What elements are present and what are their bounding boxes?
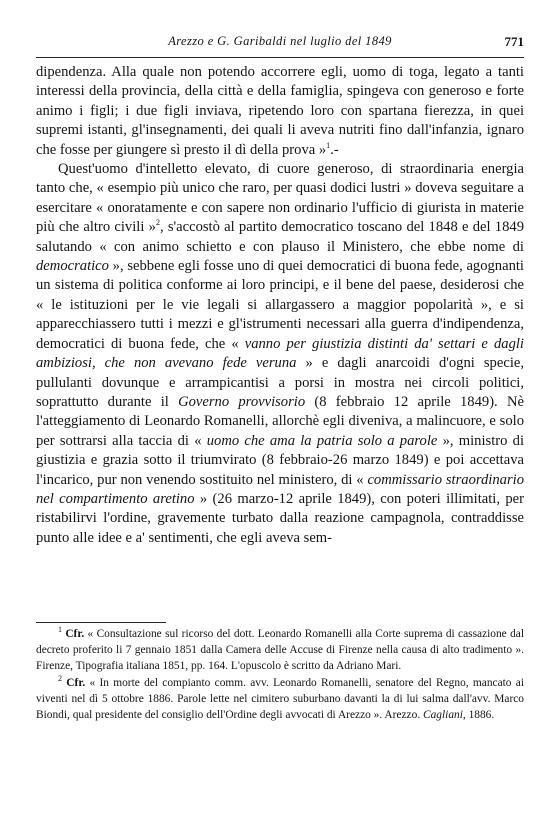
footnote-rule [36,622,166,623]
footnote-ref: 1 [326,140,331,150]
paragraph-text: », ministro di giustizia e grazia sotto il triumvirato (8 febbraio-26 marzo 1849) e poi accettava l'incarico, pur non venendo sostituito nel ministero, di « [36,432,524,488]
quoted-emphasis: commissario straordinario nel compartimento aretino [36,471,524,507]
emphasis: democratico [36,258,109,275]
main-text [36,63,524,548]
paragraph-text: » (26 marzo-12 aprile 1849), con poteri illimitati, per ristabilirvi l'ordine, gravemente turbato dalla reazione campagnola, contraddisse punto alle idee e a' sentimenti, che egli aveva sem- [36,490,524,546]
footnote-text: , 1886. [462,709,495,722]
page-number: 771 [504,34,524,49]
paragraph-text: Quest'uomo d'intelletto elevato, di cuore generoso, di straordinaria energia tanto che, « esempio più unico che raro, per quasi dodici lustri » doveva seguitare a esercitare « onoratamente e con sapere non ordinario l'ufficio di giurista in materie più che altro civili » [36,161,524,236]
paragraph-text: » e dagli anarcoidi d'ogni specie, pullulanti dovunque e arrampicantisi a porsi in mostra nei circoli politici, soprattutto durante il [36,355,524,410]
paragraph-text: , s'accostò al partito democratico toscano del 1848 e del 1849 salutando « con animo schietto e con plauso il Ministero, che ebbe nome di [36,219,524,255]
footnote [36,675,524,724]
quoted-emphasis: vanno per giustizia distinti da' settari e dagli ambiziosi, che non avevano fede veruna [36,335,524,372]
running-title: Arezzo e G. Garibaldi nel luglio del 1849 [168,34,392,48]
paragraph-text: (8 febbraio 12 aprile 1849). Nè l'atteggiamento di Leonardo Romanelli, allorchè egli diveniva, a malincuore, e solo per sottrarsi alla taccia di « [36,393,524,449]
footnote-lead: Cfr. [65,628,85,640]
footnote-text: « Consultazione sul ricorso del dott. Leonardo Romanelli alla Corte suprema di cassazione dal decreto proferito li 7 gennaio 1851 dalla Camera delle Accuse di Firenze nella causa di alto tradimento ». Firenze, Tipografia italiana 1851, pp. 164. L'opuscolo è scritto da Adriano Mari. [36,628,524,673]
paragraph-continuation [36,63,524,160]
footnote-ref: 2 [155,218,160,228]
footnote-mark: 1 [58,625,62,635]
footnote-emphasis: Cagliani [423,709,463,722]
footnote-lead: Cfr. [66,676,86,689]
header-rule [36,57,524,58]
footnote-mark: 2 [58,673,62,683]
quoted-emphasis: uomo che ama la patria solo a parole [206,432,438,449]
footnote [36,626,524,675]
paragraph-text: dipendenza. Alla quale non potendo accorrere egli, uomo di toga, legato a tanti interessi della provincia, della città e della famiglia, spingeva con generoso e forte animo i figli; i due figli inviava, ripetendo loro con spartana fierezza, in quei supremi istanti, gl'insegnamenti, dei quali li aveva nutriti fino dall'infanzia, ignaro che fosse per giungere sì presto il dì della prova » [36,64,524,158]
footnotes [36,626,524,723]
paragraph [36,160,524,548]
paragraph-text: .- [330,141,339,158]
footnote-text: « In morte del compianto comm. avv. Leonardo Romanelli, senatore del Regno, mancato ai viventi nel dì 5 ottobre 1886. Parole lette nel cimitero suburbano davanti la di lui salma dall'avv. Marco Biondi, qual presidente del consiglio dell'Ordine degli avvocati di Arezzo ». Arezzo. [36,676,524,722]
emphasis: Governo provvisorio [178,393,306,410]
paragraph-text: », sebbene egli fosse uno di quei democratici di buona fede, agognanti un sistema di politica conforme ai loro principi, e il bene del paese, desiderosi che « le istituzioni per le vie legali si allargassero a maggior popolarità », e si apparecchiassero tutti i mezzi e gl'istrumenti necessari alla guerra d'indipendenza, democratici di buona fede, che « [36,258,524,352]
page-header [36,34,524,52]
